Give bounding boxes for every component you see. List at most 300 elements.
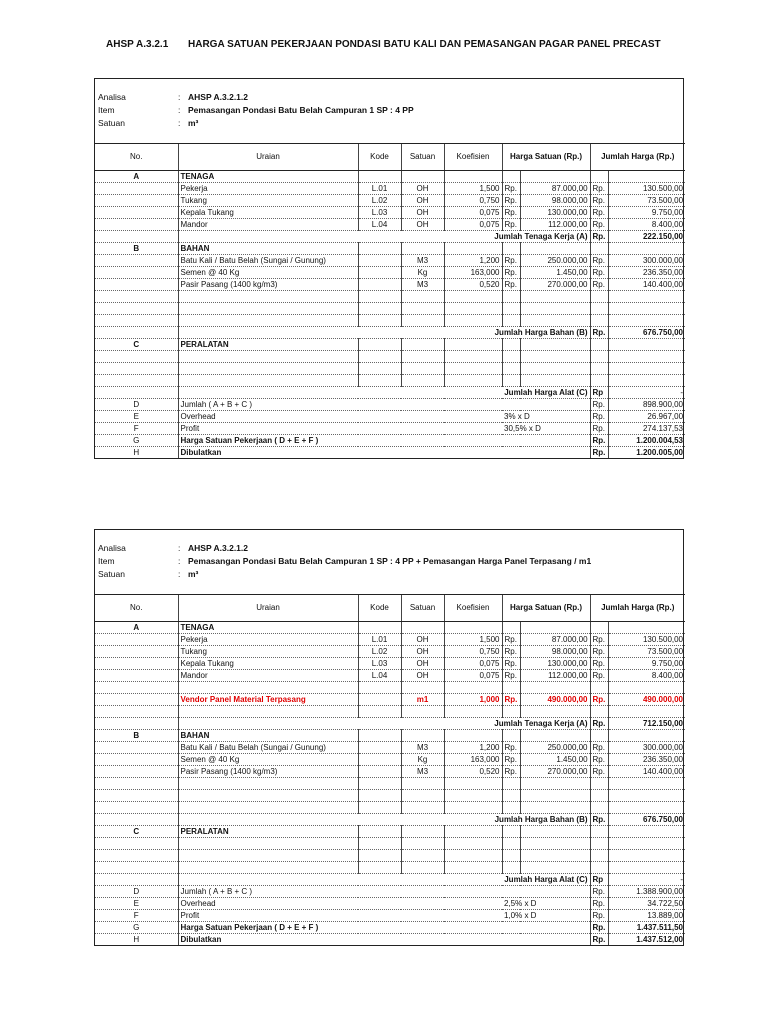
rp-label: Rp. bbox=[590, 423, 608, 435]
sum-row bbox=[95, 718, 685, 730]
item-koefisien: 0,075 bbox=[444, 219, 502, 231]
table-cell bbox=[590, 291, 608, 303]
table-cell bbox=[401, 826, 444, 838]
table-cell bbox=[444, 802, 502, 814]
table-cell bbox=[401, 363, 444, 375]
item-satuan: OH bbox=[401, 195, 444, 207]
analysis-block-1 bbox=[94, 78, 684, 459]
table-cell bbox=[95, 718, 178, 730]
analysis-table bbox=[95, 143, 685, 458]
item-koefisien: 1,500 bbox=[444, 183, 502, 195]
item-uraian: Tukang bbox=[178, 646, 358, 658]
table-row bbox=[95, 742, 685, 754]
footer-value: 1.200.005,00 bbox=[608, 447, 685, 459]
table-cell bbox=[444, 682, 502, 694]
col-header-no: No. bbox=[95, 144, 178, 171]
rp-label: Rp. bbox=[502, 742, 520, 754]
section-row bbox=[95, 339, 685, 351]
satuan-value: m³ bbox=[188, 569, 199, 579]
table-cell bbox=[95, 850, 178, 862]
sum-c-value: - bbox=[608, 874, 685, 886]
sum-row bbox=[95, 874, 685, 886]
table-row bbox=[95, 658, 685, 670]
sum-c-value: - bbox=[608, 387, 685, 399]
table-cell bbox=[502, 303, 520, 315]
section-row bbox=[95, 171, 685, 183]
footer-row bbox=[95, 922, 685, 934]
item-value: Pemasangan Pondasi Batu Belah Campuran 1 SP : 4 PP + Pemasangan Harga Panel Terpasang / m1 bbox=[188, 556, 592, 566]
table-cell bbox=[95, 838, 178, 850]
item-koefisien: 163,000 bbox=[444, 267, 502, 279]
item-jumlah: 130.500,00 bbox=[608, 183, 685, 195]
table-cell bbox=[590, 838, 608, 850]
col-header-satuan: Satuan bbox=[401, 595, 444, 622]
sum-row bbox=[95, 327, 685, 339]
table-cell bbox=[590, 802, 608, 814]
footer-value: 1.437.512,00 bbox=[608, 934, 685, 946]
analisa-label: Analisa bbox=[98, 92, 126, 102]
rp-label: Rp. bbox=[502, 195, 520, 207]
table-cell bbox=[358, 862, 401, 874]
vendor-satuan: m1 bbox=[401, 694, 444, 706]
vendor-row bbox=[95, 694, 685, 706]
item-satuan: M3 bbox=[401, 742, 444, 754]
rp-label: Rp. bbox=[590, 267, 608, 279]
sum-a-value: 222.150,00 bbox=[608, 231, 685, 243]
table-cell bbox=[590, 790, 608, 802]
table-cell bbox=[520, 682, 590, 694]
table-cell bbox=[95, 766, 178, 778]
empty-row bbox=[95, 802, 685, 814]
table-cell bbox=[444, 790, 502, 802]
footer-uraian: Profit bbox=[178, 423, 444, 435]
rp-label: Rp bbox=[590, 874, 608, 886]
table-cell bbox=[590, 826, 608, 838]
sum-b-label: Jumlah Harga Bahan (B) bbox=[178, 327, 590, 339]
item-kode bbox=[358, 267, 401, 279]
empty-row bbox=[95, 303, 685, 315]
table-cell bbox=[95, 255, 178, 267]
table-cell bbox=[444, 622, 502, 634]
table-cell bbox=[358, 243, 401, 255]
item-koefisien: 0,075 bbox=[444, 670, 502, 682]
item-kode bbox=[358, 754, 401, 766]
empty-row bbox=[95, 291, 685, 303]
table-cell bbox=[358, 694, 401, 706]
table-cell bbox=[401, 778, 444, 790]
table-cell bbox=[520, 351, 590, 363]
item-jumlah: 9.750,00 bbox=[608, 207, 685, 219]
table-cell bbox=[358, 706, 401, 718]
col-header-harga-satuan: Harga Satuan (Rp.) bbox=[502, 595, 590, 622]
item-harga: 250.000,00 bbox=[520, 255, 590, 267]
table-cell bbox=[444, 351, 502, 363]
item-harga: 250.000,00 bbox=[520, 742, 590, 754]
page-code: AHSP A.3.2.1 bbox=[106, 39, 169, 50]
table-cell bbox=[444, 778, 502, 790]
table-cell bbox=[358, 303, 401, 315]
item-koefisien: 0,075 bbox=[444, 658, 502, 670]
col-header-uraian: Uraian bbox=[178, 595, 358, 622]
empty-row bbox=[95, 862, 685, 874]
table-row bbox=[95, 207, 685, 219]
table-cell bbox=[358, 351, 401, 363]
item-kode bbox=[358, 742, 401, 754]
rp-label: Rp. bbox=[502, 219, 520, 231]
table-row bbox=[95, 646, 685, 658]
table-cell bbox=[178, 862, 358, 874]
footer-row bbox=[95, 910, 685, 922]
section-row bbox=[95, 730, 685, 742]
table-cell bbox=[590, 351, 608, 363]
rp-label: Rp. bbox=[502, 255, 520, 267]
table-cell bbox=[520, 622, 590, 634]
table-cell bbox=[358, 622, 401, 634]
empty-row bbox=[95, 682, 685, 694]
item-satuan: OH bbox=[401, 207, 444, 219]
footer-note bbox=[444, 934, 590, 946]
table-cell bbox=[95, 207, 178, 219]
item-uraian: Pasir Pasang (1400 kg/m3) bbox=[178, 766, 358, 778]
rp-label: Rp. bbox=[502, 279, 520, 291]
rp-label: Rp. bbox=[590, 255, 608, 267]
footer-note bbox=[444, 922, 590, 934]
rp-label: Rp. bbox=[590, 886, 608, 898]
item-jumlah: 300.000,00 bbox=[608, 742, 685, 754]
table-cell bbox=[608, 778, 685, 790]
table-cell bbox=[520, 243, 590, 255]
table-cell bbox=[95, 327, 178, 339]
footer-uraian: Harga Satuan Pekerjaan ( D + E + F ) bbox=[178, 435, 444, 447]
table-cell bbox=[502, 706, 520, 718]
empty-row bbox=[95, 778, 685, 790]
rp-label: Rp. bbox=[502, 766, 520, 778]
table-cell bbox=[95, 754, 178, 766]
table-cell bbox=[520, 730, 590, 742]
rp-label: Rp. bbox=[590, 766, 608, 778]
rp-label: Rp. bbox=[590, 195, 608, 207]
item-uraian: Semen @ 40 Kg bbox=[178, 267, 358, 279]
table-cell bbox=[608, 375, 685, 387]
item-harga: 87.000,00 bbox=[520, 634, 590, 646]
rp-label: Rp. bbox=[502, 670, 520, 682]
footer-value: 274.137,53 bbox=[608, 423, 685, 435]
footer-note bbox=[444, 447, 590, 459]
table-cell bbox=[590, 730, 608, 742]
item-harga: 98.000,00 bbox=[520, 646, 590, 658]
item-jumlah: 9.750,00 bbox=[608, 658, 685, 670]
table-cell bbox=[590, 706, 608, 718]
page-heading: HARGA SATUAN PEKERJAAN PONDASI BATU KALI DAN PEMASANGAN PAGAR PANEL PRECAST bbox=[188, 39, 661, 50]
table-cell bbox=[95, 742, 178, 754]
table-cell bbox=[444, 862, 502, 874]
section-title: TENAGA bbox=[178, 171, 358, 183]
rp-label: Rp. bbox=[590, 231, 608, 243]
table-cell bbox=[401, 862, 444, 874]
table-cell bbox=[178, 802, 358, 814]
table-cell bbox=[608, 243, 685, 255]
rp-label: Rp. bbox=[590, 279, 608, 291]
table-cell bbox=[590, 339, 608, 351]
item-koefisien: 0,750 bbox=[444, 195, 502, 207]
item-koefisien: 0,750 bbox=[444, 646, 502, 658]
item-harga: 1.450,00 bbox=[520, 754, 590, 766]
table-cell bbox=[444, 706, 502, 718]
item-value: Pemasangan Pondasi Batu Belah Campuran 1 SP : 4 PP bbox=[188, 105, 414, 115]
table-cell bbox=[608, 706, 685, 718]
table-cell bbox=[444, 730, 502, 742]
table-cell bbox=[358, 730, 401, 742]
rp-label: Rp. bbox=[590, 922, 608, 934]
table-cell bbox=[502, 838, 520, 850]
table-cell bbox=[178, 291, 358, 303]
col-header-satuan: Satuan bbox=[401, 144, 444, 171]
table-cell bbox=[358, 339, 401, 351]
footer-value: 1.437.511,50 bbox=[608, 922, 685, 934]
rp-label: Rp. bbox=[590, 934, 608, 946]
footer-value: 13.889,00 bbox=[608, 910, 685, 922]
section-title: PERALATAN bbox=[178, 826, 358, 838]
footer-row bbox=[95, 423, 685, 435]
satuan-value: m³ bbox=[188, 118, 199, 128]
table-cell bbox=[95, 375, 178, 387]
table-cell bbox=[95, 267, 178, 279]
rp-label: Rp. bbox=[502, 646, 520, 658]
table-cell bbox=[95, 315, 178, 327]
rp-label: Rp. bbox=[590, 327, 608, 339]
col-header-kode: Kode bbox=[358, 144, 401, 171]
table-cell bbox=[358, 171, 401, 183]
item-kode bbox=[358, 279, 401, 291]
table-cell bbox=[95, 778, 178, 790]
item-harga: 1.450,00 bbox=[520, 267, 590, 279]
table-cell bbox=[95, 231, 178, 243]
footer-no: G bbox=[95, 922, 178, 934]
analysis-header bbox=[95, 79, 683, 143]
table-cell bbox=[178, 303, 358, 315]
table-cell bbox=[95, 706, 178, 718]
footer-row bbox=[95, 934, 685, 946]
table-cell bbox=[520, 790, 590, 802]
rp-label: Rp. bbox=[502, 754, 520, 766]
table-cell bbox=[444, 826, 502, 838]
col-header-uraian: Uraian bbox=[178, 144, 358, 171]
vendor-koefisien: 1,000 bbox=[444, 694, 502, 706]
item-uraian: Batu Kali / Batu Belah (Sungai / Gunung) bbox=[178, 742, 358, 754]
footer-uraian: Overhead bbox=[178, 898, 444, 910]
item-satuan: M3 bbox=[401, 279, 444, 291]
table-cell bbox=[95, 634, 178, 646]
table-cell bbox=[401, 790, 444, 802]
footer-row bbox=[95, 435, 685, 447]
footer-uraian: Dibulatkan bbox=[178, 447, 444, 459]
table-cell bbox=[95, 670, 178, 682]
section-row bbox=[95, 243, 685, 255]
col-header-no: No. bbox=[95, 595, 178, 622]
item-uraian: Semen @ 40 Kg bbox=[178, 754, 358, 766]
table-cell bbox=[520, 171, 590, 183]
rp-label: Rp. bbox=[590, 411, 608, 423]
sum-c-label: Jumlah Harga Alat (C) bbox=[178, 387, 590, 399]
footer-value: 1.200.004,53 bbox=[608, 435, 685, 447]
table-row bbox=[95, 195, 685, 207]
table-cell bbox=[178, 351, 358, 363]
table-cell bbox=[401, 291, 444, 303]
item-koefisien: 1,200 bbox=[444, 255, 502, 267]
table-cell bbox=[502, 339, 520, 351]
item-jumlah: 300.000,00 bbox=[608, 255, 685, 267]
footer-row bbox=[95, 399, 685, 411]
table-cell bbox=[95, 279, 178, 291]
table-cell bbox=[444, 375, 502, 387]
item-satuan: OH bbox=[401, 646, 444, 658]
table-cell bbox=[95, 291, 178, 303]
footer-no: D bbox=[95, 886, 178, 898]
item-uraian: Kepala Tukang bbox=[178, 207, 358, 219]
table-cell bbox=[95, 658, 178, 670]
footer-no: G bbox=[95, 435, 178, 447]
table-cell bbox=[520, 706, 590, 718]
table-cell bbox=[590, 315, 608, 327]
footer-value: 34.722,50 bbox=[608, 898, 685, 910]
table-row bbox=[95, 634, 685, 646]
table-cell bbox=[95, 303, 178, 315]
table-cell bbox=[590, 862, 608, 874]
empty-row bbox=[95, 850, 685, 862]
footer-value: 26.967,00 bbox=[608, 411, 685, 423]
item-harga: 130.000,00 bbox=[520, 207, 590, 219]
table-header bbox=[95, 144, 685, 171]
table-cell bbox=[502, 291, 520, 303]
table-cell bbox=[502, 850, 520, 862]
rp-label: Rp. bbox=[502, 634, 520, 646]
footer-row bbox=[95, 886, 685, 898]
table-cell bbox=[178, 363, 358, 375]
table-cell bbox=[401, 315, 444, 327]
table-cell bbox=[444, 363, 502, 375]
table-cell bbox=[358, 790, 401, 802]
table-cell bbox=[608, 730, 685, 742]
table-cell bbox=[520, 375, 590, 387]
rp-label: Rp. bbox=[590, 183, 608, 195]
item-koefisien: 0,520 bbox=[444, 279, 502, 291]
footer-uraian: Jumlah ( A + B + C ) bbox=[178, 399, 444, 411]
section-no: C bbox=[95, 339, 178, 351]
rp-label: Rp. bbox=[590, 910, 608, 922]
colon: : bbox=[178, 118, 181, 128]
table-cell bbox=[520, 315, 590, 327]
footer-note: 3% x D bbox=[444, 411, 590, 423]
item-kode: L.01 bbox=[358, 183, 401, 195]
table-cell bbox=[502, 243, 520, 255]
table-cell bbox=[590, 171, 608, 183]
vendor-uraian: Vendor Panel Material Terpasang bbox=[178, 694, 358, 706]
table-row bbox=[95, 754, 685, 766]
table-cell bbox=[608, 303, 685, 315]
table-cell bbox=[95, 219, 178, 231]
item-harga: 112.000,00 bbox=[520, 670, 590, 682]
footer-uraian: Jumlah ( A + B + C ) bbox=[178, 886, 444, 898]
table-cell bbox=[444, 850, 502, 862]
table-cell bbox=[358, 802, 401, 814]
item-harga: 112.000,00 bbox=[520, 219, 590, 231]
table-cell bbox=[358, 682, 401, 694]
item-satuan: OH bbox=[401, 658, 444, 670]
empty-row bbox=[95, 363, 685, 375]
colon: : bbox=[178, 543, 181, 553]
rp-label: Rp. bbox=[590, 435, 608, 447]
table-cell bbox=[608, 351, 685, 363]
table-cell bbox=[95, 682, 178, 694]
table-cell bbox=[95, 694, 178, 706]
colon: : bbox=[178, 569, 181, 579]
table-row bbox=[95, 670, 685, 682]
table-row bbox=[95, 183, 685, 195]
table-cell bbox=[95, 195, 178, 207]
table-cell bbox=[520, 862, 590, 874]
table-cell bbox=[502, 730, 520, 742]
table-cell bbox=[520, 363, 590, 375]
sum-b-value: 676.750,00 bbox=[608, 327, 685, 339]
table-cell bbox=[358, 315, 401, 327]
table-cell bbox=[358, 850, 401, 862]
rp-label: Rp. bbox=[590, 898, 608, 910]
table-cell bbox=[95, 862, 178, 874]
col-header-koefisien: Koefisien bbox=[444, 144, 502, 171]
rp-label: Rp. bbox=[590, 670, 608, 682]
footer-row bbox=[95, 411, 685, 423]
table-cell bbox=[520, 303, 590, 315]
item-jumlah: 73.500,00 bbox=[608, 646, 685, 658]
table-cell bbox=[608, 862, 685, 874]
item-kode: L.04 bbox=[358, 670, 401, 682]
table-cell bbox=[502, 778, 520, 790]
item-satuan: OH bbox=[401, 183, 444, 195]
item-koefisien: 163,000 bbox=[444, 754, 502, 766]
table-row bbox=[95, 766, 685, 778]
table-cell bbox=[444, 315, 502, 327]
item-uraian: Pekerja bbox=[178, 634, 358, 646]
table-cell bbox=[590, 363, 608, 375]
rp-label: Rp. bbox=[502, 183, 520, 195]
table-cell bbox=[401, 850, 444, 862]
table-cell bbox=[608, 622, 685, 634]
table-cell bbox=[502, 375, 520, 387]
table-cell bbox=[358, 291, 401, 303]
item-kode: L.02 bbox=[358, 646, 401, 658]
footer-uraian: Dibulatkan bbox=[178, 934, 444, 946]
item-label: Item bbox=[98, 105, 115, 115]
table-row bbox=[95, 255, 685, 267]
table-cell bbox=[95, 802, 178, 814]
table-cell bbox=[178, 838, 358, 850]
satuan-label: Satuan bbox=[98, 569, 125, 579]
table-cell bbox=[502, 802, 520, 814]
rp-label: Rp. bbox=[590, 694, 608, 706]
item-jumlah: 73.500,00 bbox=[608, 195, 685, 207]
sum-a-value: 712.150,00 bbox=[608, 718, 685, 730]
item-satuan: OH bbox=[401, 670, 444, 682]
table-cell bbox=[358, 838, 401, 850]
table-cell bbox=[401, 802, 444, 814]
table-cell bbox=[590, 622, 608, 634]
table-cell bbox=[95, 790, 178, 802]
rp-label: Rp. bbox=[502, 658, 520, 670]
satuan-label: Satuan bbox=[98, 118, 125, 128]
table-cell bbox=[502, 351, 520, 363]
table-cell bbox=[95, 814, 178, 826]
table-cell bbox=[178, 375, 358, 387]
